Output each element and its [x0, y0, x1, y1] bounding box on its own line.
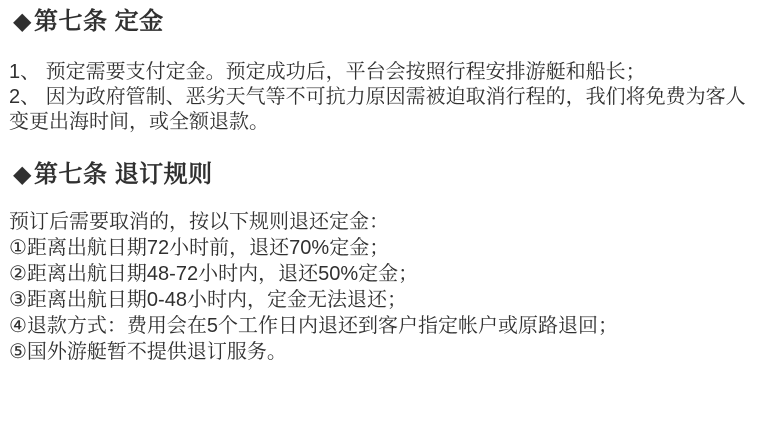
- cancellation-rule-line-4: ④退款方式：费用会在5个工作日内退还到客户指定帐户或原路退回；: [9, 315, 619, 337]
- cancellation-rule-line-3: ③距离出航日期0-48小时内，定金无法退还；: [9, 289, 407, 311]
- section-heading-deposit-title: 第七条 定金: [33, 8, 164, 35]
- diamond-bullet-icon: ◆: [13, 8, 32, 35]
- deposit-rule-line-2: 2、 因为政府管制、恶劣天气等不可抗力原因需被迫取消行程的，我们将免费为客人: [9, 86, 746, 108]
- deposit-rule-line-3: 变更出海时间，或全额退款。: [9, 111, 269, 133]
- deposit-rules-text: [9, 60, 760, 135]
- section-heading-deposit: [9, 6, 760, 38]
- cancellation-rules-text: [9, 209, 760, 365]
- cancellation-rule-line-2: ②距离出航日期48-72小时内，退还50%定金；: [9, 263, 419, 285]
- section-heading-cancellation: [9, 159, 760, 191]
- terms-document: [0, 6, 770, 365]
- deposit-rule-line-1: 1、 预定需要支付定金。预定成功后，平台会按照行程安排游艇和船长；: [9, 61, 646, 83]
- cancellation-intro-line: 预订后需要取消的，按以下规则退还定金：: [9, 211, 389, 233]
- cancellation-rule-line-5: ⑤国外游艇暂不提供退订服务。: [9, 341, 287, 363]
- cancellation-rule-line-1: ①距离出航日期72小时前，退还70%定金；: [9, 237, 390, 259]
- section-heading-cancellation-title: 第七条 退订规则: [33, 161, 213, 188]
- diamond-bullet-icon: ◆: [13, 161, 32, 188]
